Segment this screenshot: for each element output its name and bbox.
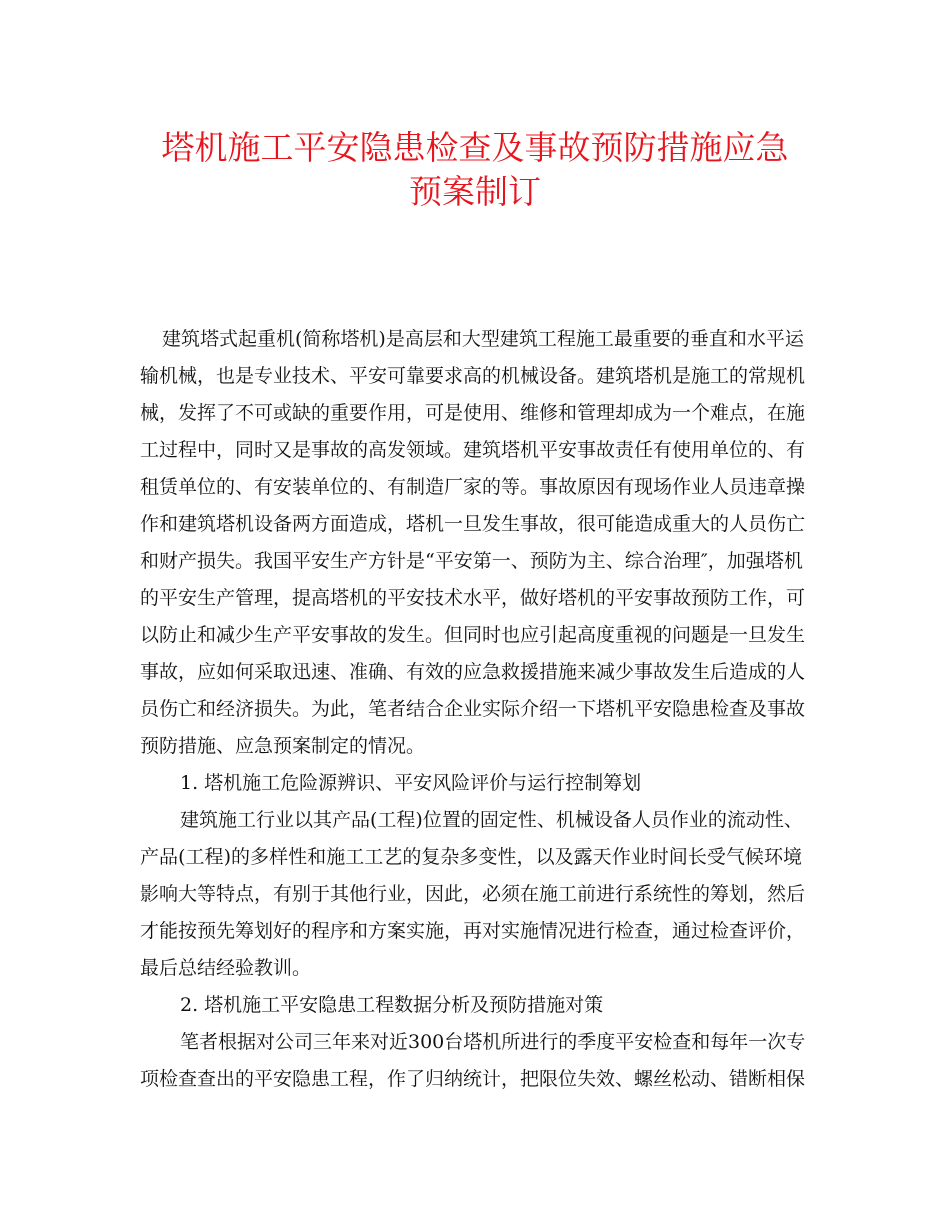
body-text-line: 工过程中，同时又是事故的高发领域。建筑塔机平安事故责任有使用单位的、有	[140, 439, 806, 461]
body-text-line: 建筑施工行业以其产品(工程)位置的固定性、机械设备人员作业的流动性、	[180, 809, 803, 831]
body-text-line: 租赁单位的、有安装单位的、有制造厂家的等。事故原因有现场作业人员违章操	[140, 476, 806, 498]
body-text-line: 才能按预先筹划好的程序和方案实施，再对实施情况进行检查，通过检查评价，	[140, 920, 806, 942]
body-text-line: 2. 塔机施工平安隐患工程数据分析及预防措施对策	[180, 994, 604, 1016]
body-text-line: 以防止和减少生产平安事故的发生。但同时也应引起高度重视的问题是一旦发生	[140, 624, 806, 646]
title-line: 预案制订	[409, 172, 541, 211]
body-text-line: 事故，应如何采取迅速、准确、有效的应急救援措施来减少事故发生后造成的人	[140, 661, 806, 683]
body-text-line: 输机械，也是专业技术、平安可靠要求高的机械设备。建筑塔机是施工的常规机	[140, 365, 806, 387]
body-text-line: 员伤亡和经济损失。为此，笔者结合企业实际介绍一下塔机平安隐患检查及事故	[140, 698, 806, 720]
body-text-line: 最后总结经验教训。	[140, 957, 312, 979]
body-text-line: 1. 塔机施工危险源辨识、平安风险评价与运行控制筹划	[180, 772, 642, 794]
body-text-line: 项检查查出的平安隐患工程，作了归纳统计，把限位失效、螺丝松动、错断相保	[140, 1068, 806, 1090]
body-text-line: 影响大等特点，有别于其他行业，因此，必须在施工前进行系统性的筹划，然后	[140, 883, 806, 905]
body-text-line: 作和建筑塔机设备两方面造成，塔机一旦发生事故，很可能造成重大的人员伤亡	[140, 513, 806, 535]
body-text-line: 和财产损失。我国平安生产方针是“平安第一、预防为主、综合治理″，加强塔机	[140, 550, 803, 572]
document-body	[140, 321, 806, 1098]
title-line: 塔机施工平安隐患检查及事故预防措施应急	[161, 128, 789, 167]
body-text-line: 械，发挥了不可或缺的重要作用，可是使用、维修和管理却成为一个难点，在施	[140, 402, 806, 424]
body-text-line: 笔者根据对公司三年来对近300台塔机所进行的季度平安检查和每年一次专	[180, 1031, 806, 1053]
body-text-line: 的平安生产管理，提高塔机的平安技术水平，做好塔机的平安事故预防工作，可	[140, 587, 806, 609]
body-text-line: 预防措施、应急预案制定的情况。	[140, 735, 426, 757]
body-text-line: 建筑塔式起重机(简称塔机)是高层和大型建筑工程施工最重要的垂直和水平运	[162, 328, 804, 350]
document-title	[100, 126, 850, 214]
body-text-line: 产品(工程)的多样性和施工工艺的复杂多变性，以及露天作业时间长受气候环境	[140, 846, 802, 868]
